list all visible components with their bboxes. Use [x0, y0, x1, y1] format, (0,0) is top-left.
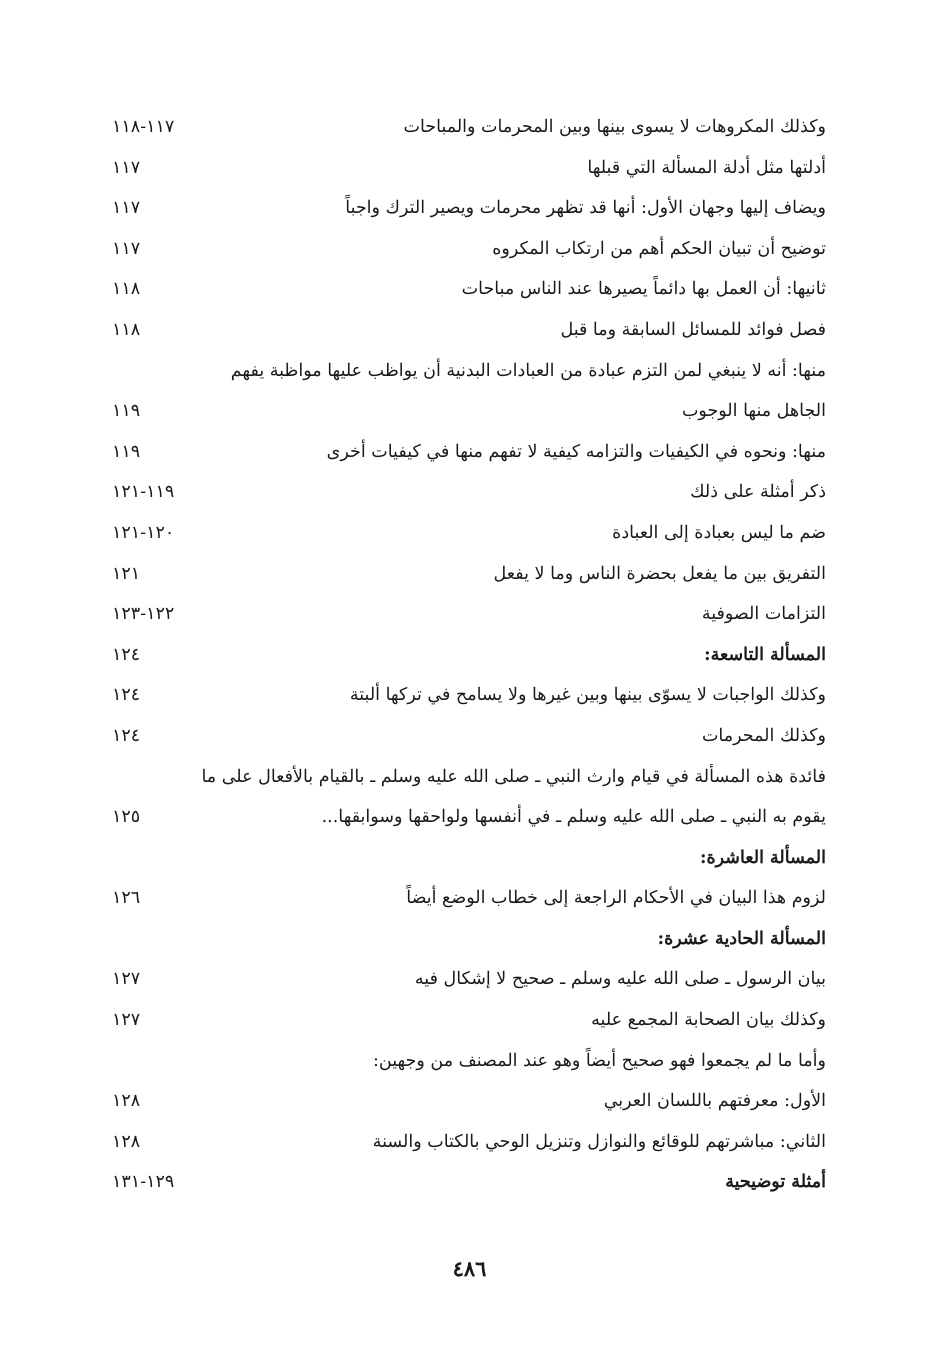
toc-entry-pages: ١١٧-١١٨ [112, 117, 175, 137]
toc-entry-text: ثانيها: أن العمل بها دائماً يصيرها عند الناس مباحات [461, 279, 826, 300]
toc-entry-pages: ١١٧ [112, 198, 141, 219]
toc-entry-text: المسألة الحادية عشرة: [657, 928, 826, 949]
toc-entry-pages: ١٢٤ [112, 685, 141, 706]
toc-entry-pages: ١١٧ [112, 238, 141, 259]
toc-entry-text: أدلتها مثل أدلة المسألة التي قبلها [587, 157, 826, 178]
toc-entry-text: وكذلك المحرمات [701, 725, 826, 746]
toc-entry [112, 797, 826, 838]
toc-entry-pages: ١١٩ [112, 441, 141, 462]
toc-entry [112, 188, 826, 229]
toc-entry-text: أمثلة توضيحية [725, 1172, 826, 1193]
toc-entry-text: الثاني: مباشرتهم للوقائع والنوازل وتنزيل الوحي بالكتاب والسنة [372, 1131, 826, 1152]
toc-entry [112, 1041, 826, 1082]
toc-entry [112, 959, 826, 1000]
toc-entry-text: التفريق بين ما يفعل بحضرة الناس وما لا يفعل [493, 563, 826, 584]
table-of-contents [112, 107, 826, 1203]
toc-entry [112, 757, 826, 798]
toc-entry-text: لزوم هذا البيان في الأحكام الراجعة إلى خطاب الوضع أيضاً [406, 888, 826, 909]
toc-entry-pages: ١٢٦ [112, 888, 141, 909]
toc-entry [112, 1162, 826, 1203]
toc-entry [112, 391, 826, 432]
toc-entry [112, 594, 826, 635]
toc-entry-pages: ١٢٨ [112, 1091, 141, 1112]
page-number: ٤٨٦ [452, 1256, 487, 1281]
toc-entry-pages: ١٢٥ [112, 807, 141, 828]
toc-entry-text: وكذلك بيان الصحابة المجمع عليه [591, 1010, 826, 1031]
toc-entry [112, 1000, 826, 1041]
toc-entry [112, 1081, 826, 1122]
toc-entry-text: منها: ونحوه في الكيفيات والتزامه كيفية لا تفهم منها في كيفيات أخرى [326, 441, 826, 462]
toc-entry [112, 1122, 826, 1163]
toc-entry-text: الجاهل منها الوجوب [681, 401, 826, 422]
toc-entry-text: ويضاف إليها وجهان الأول: أنها قد تظهر محرمات ويصير الترك واجباً [345, 198, 826, 219]
toc-entry [112, 107, 826, 148]
toc-entry [112, 229, 826, 270]
toc-entry-pages: ١٢١ [112, 563, 141, 584]
toc-entry-text: بيان الرسول ـ صلى الله عليه وسلم ـ صحيح لا إشكال فيه [414, 969, 826, 990]
toc-entry [112, 919, 826, 960]
toc-entry-text: توضيح أن تبيان الحكم أهم من ارتكاب المكروه [492, 238, 826, 259]
toc-entry [112, 310, 826, 351]
toc-entry [112, 675, 826, 716]
toc-entry-pages: ١٢٧ [112, 969, 141, 990]
toc-entry-text: التزامات الصوفية [701, 604, 826, 625]
toc-entry-pages: ١٢٤ [112, 644, 141, 665]
toc-entry-text: المسألة التاسعة: [704, 644, 826, 665]
toc-entry [112, 269, 826, 310]
toc-entry [112, 838, 826, 879]
toc-entry-text: المسألة العاشرة: [700, 847, 826, 868]
toc-entry [112, 635, 826, 676]
toc-entry [112, 148, 826, 189]
toc-entry-text: فائدة هذه المسألة في قيام وارث النبي ـ صلى الله عليه وسلم ـ بالقيام بالأفعال على ما [201, 766, 826, 787]
toc-entry-text: الأول: معرفتهم باللسان العربي [603, 1091, 826, 1112]
toc-entry-text: ضم ما ليس بعبادة إلى العبادة [612, 522, 826, 543]
toc-entry-text: منها: أنه لا ينبغي لمن التزم عبادة من العبادات البدنية أن يواظب عليها مواظبة يفهم [230, 360, 826, 381]
toc-entry [112, 472, 826, 513]
toc-entry-text: يقوم به النبي ـ صلى الله عليه وسلم ـ في أنفسها ولواحقها وسوابقها... [321, 807, 826, 828]
toc-entry [112, 351, 826, 392]
toc-entry-text: فصل فوائد للمسائل السابقة وما قبل [560, 319, 826, 340]
toc-entry-pages: ١٢٠-١٢١ [112, 522, 175, 543]
toc-entry-pages: ١٢٤ [112, 725, 141, 746]
toc-entry [112, 716, 826, 757]
toc-entry [112, 878, 826, 919]
toc-entry-pages: ١٢٧ [112, 1010, 141, 1031]
toc-entry-pages: ١١٨ [112, 279, 141, 300]
toc-entry-pages: ١١٩ [112, 401, 141, 422]
toc-entry-pages: ١٢٢-١٢٣ [112, 604, 175, 625]
toc-entry-pages: ١٢٩-١٣١ [112, 1172, 175, 1193]
toc-entry-text: وكذلك المكروهات لا يسوى بينها وبين المحرمات والمباحات [403, 117, 826, 137]
toc-entry-pages: ١١٨ [112, 319, 141, 340]
toc-entry-text: وأما ما لم يجمعوا فهو صحيح أيضاً وهو عند المصنف من وجهين: [372, 1050, 826, 1071]
toc-entry-pages: ١٢٨ [112, 1131, 141, 1152]
toc-entry [112, 432, 826, 473]
toc-entry-pages: ١١٩-١٢١ [112, 482, 175, 503]
toc-entry-pages: ١١٧ [112, 157, 141, 178]
toc-entry [112, 554, 826, 595]
toc-entry [112, 513, 826, 554]
toc-entry-text: ذكر أمثلة على ذلك [690, 482, 826, 503]
toc-entry-text: وكذلك الواجبات لا يسوّى بينها وبين غيرها ولا يسامح في تركها ألبتة [349, 685, 826, 706]
